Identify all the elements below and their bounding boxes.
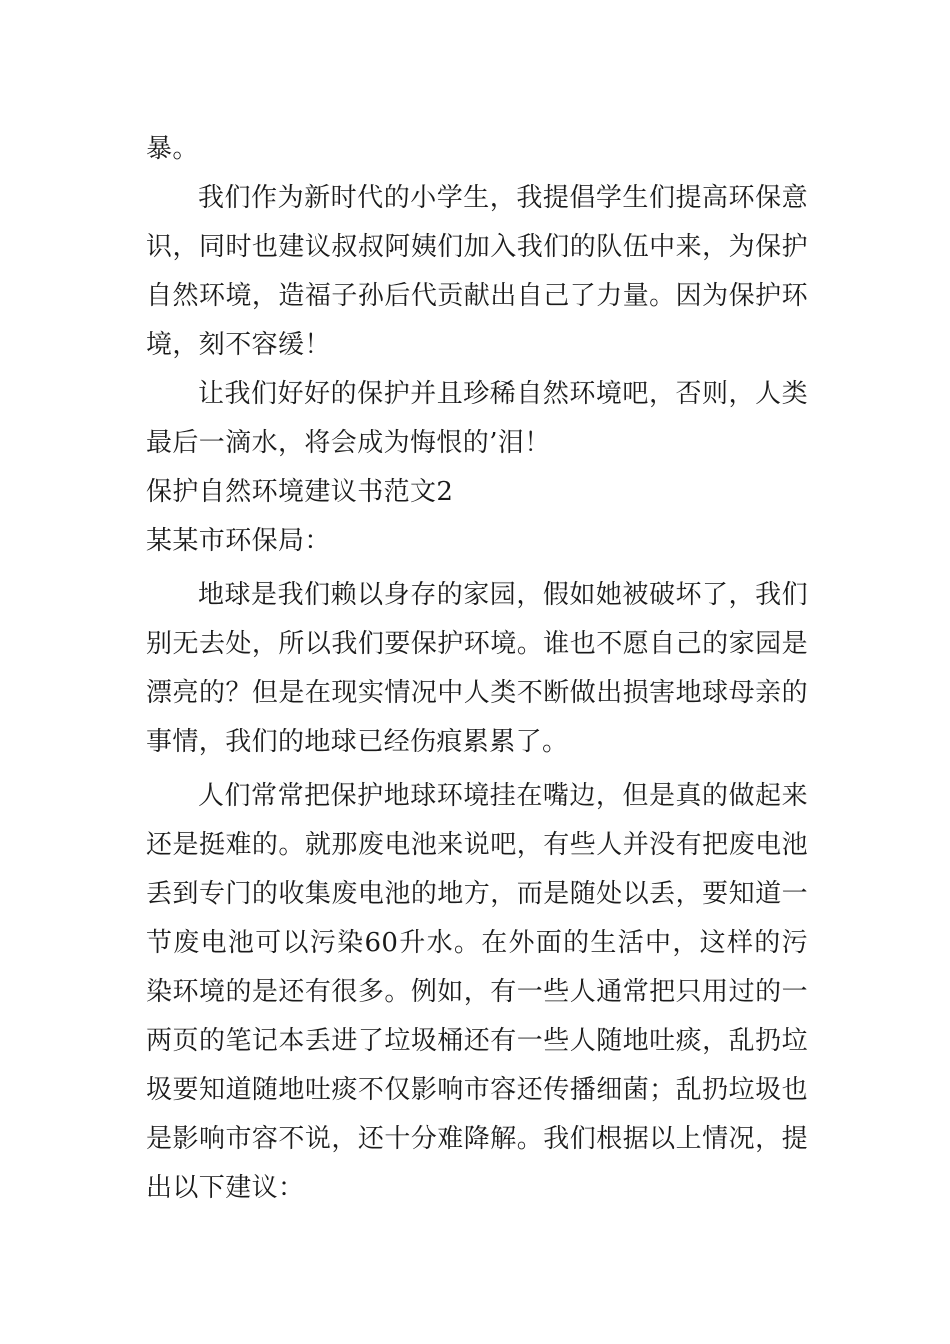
paragraph-advocacy: 我们作为新时代的小学生，我提倡学生们提高环保意识，同时也建议叔叔阿姨们加入我们的队伍中来，为保护自然环境，造福子孙后代贡献出自己了力量。因为保护环境，刻不容缓！ [146,183,808,360]
section-title: 保护自然环境建议书范文2 [146,477,454,507]
paragraph-pollution: 人们常常把保护地球环境挂在嘴边，但是真的做起来还是挺难的。就那废电池来说吧，有些人并没有把废电池丢到专门的收集废电池的地方，而是随处以丢，要知道一节废电池可以污染60升水。在外面的生活中，这样的污染环境的是还有很多。例如，有一些人通常把只用过的一两页的笔记本丢进了垃圾桶还有一些人随地吐痰，乱扔垃圾要知道随地吐痰不仅影响市容还传播细菌；乱扔垃圾也是影响市容不说，还十分难降解。我们根据以上情况，提出以下建议： [146,781,808,1203]
salutation: 某某市环保局： [146,526,331,556]
paragraph-fragment: 暴。 [146,134,199,164]
paragraph-earth: 地球是我们赖以身存的家园，假如她被破坏了，我们别无去处，所以我们要保护环境。谁也不愿自己的家园是漂亮的？但是在现实情况中人类不断做出损害地球母亲的事情，我们的地球已经伤痕累累了。 [146,580,808,757]
paragraph-closing: 让我们好好的保护并且珍稀自然环境吧，否则，人类最后一滴水，将会成为悔恨的’泪！ [146,379,808,458]
document-body [146,125,808,1213]
